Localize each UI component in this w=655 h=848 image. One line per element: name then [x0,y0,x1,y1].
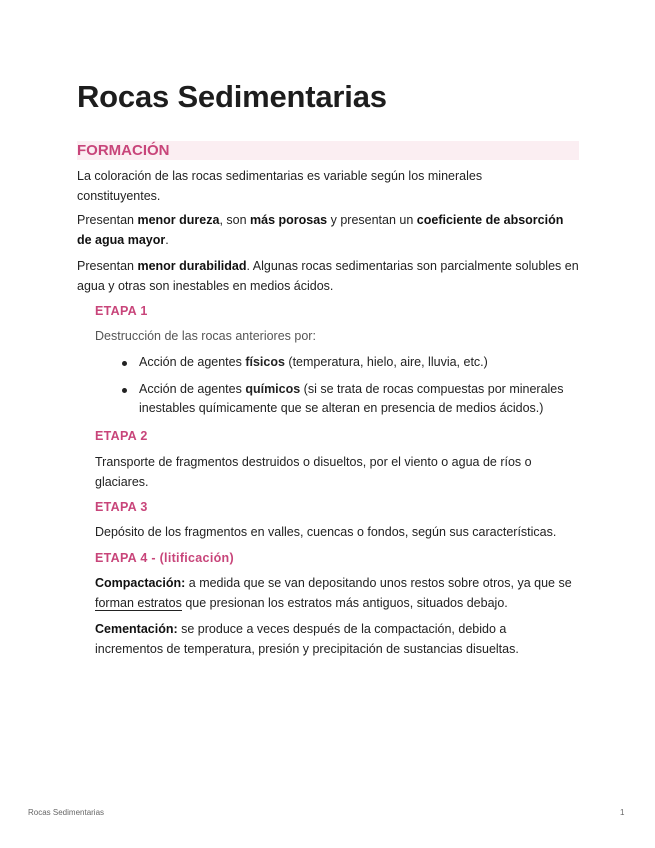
bullet-icon [122,361,127,366]
etapa-1-intro: Destrucción de las rocas anteriores por: [95,329,316,343]
footer-document-name: Rocas Sedimentarias [28,808,105,817]
bullet-icon [122,388,127,393]
list-item: Acción de agentes químicos (si se trata de rocas compuestas por minerales inestables químicamente que se alteran en presencia de medios ácidos.) [95,380,579,419]
compactacion-label: Compactación: [95,576,186,590]
underlined-text: forman estratos [95,595,182,610]
etapa-1-list [95,353,579,426]
paragraph-durability: Presentan menor durabilidad. Algunas rocas sedimentarias son parcialmente solubles en agua y otras son inestables en medios ácidos. [77,259,579,293]
etapa-2-text: Transporte de fragmentos destruidos o disueltos, por el viento o agua de ríos o glaciares. [95,455,532,489]
section-heading: FORMACIÓN [77,142,170,159]
page-title: Rocas Sedimentarias [77,79,387,114]
etapa-4-heading: ETAPA 4 - (litificación) [95,551,234,565]
compactacion-paragraph: Compactación: a medida que se van depositando unos restos sobre otros, ya que se forman estratos que presionan los estratos más antiguos, situados debajo. [95,576,572,610]
etapa-1-heading: ETAPA 1 [95,304,148,318]
cementacion-paragraph: Cementación: se produce a veces después de la compactación, debido a incrementos de temperatura, presión y precipitación de sustancias disueltas. [95,622,519,656]
cementacion-label: Cementación: [95,622,178,636]
paragraph-coloration: La coloración de las rocas sedimentarias es variable según los minerales constituyentes. [77,169,483,203]
etapa-3-text: Depósito de los fragmentos en valles, cuencas o fondos, según sus características. [95,525,557,539]
list-item: Acción de agentes físicos (temperatura, hielo, aire, lluvia, etc.) [95,353,579,373]
section-heading-bar [77,141,579,160]
paragraph-hardness: Presentan menor dureza, son más porosas y presentan un coeficiente de absorción de agua mayor. [77,213,564,247]
etapa-2-heading: ETAPA 2 [95,429,148,443]
etapa-3-heading: ETAPA 3 [95,500,148,514]
footer-page-number: 1 [620,808,625,817]
